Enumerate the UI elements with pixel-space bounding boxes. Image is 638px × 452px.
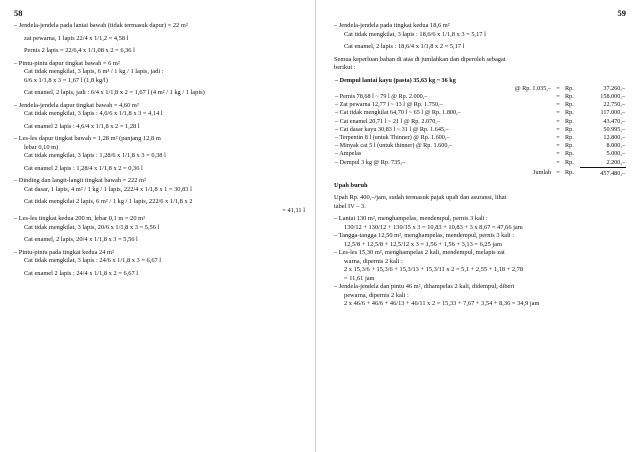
left-line: Cat enamel 2 lapis : 24/4 x 1/1,8 x 2 = 6,67 l [24,269,139,277]
right-intro-line: Semua keperluan bahan di atas di jumlahkan dan diperoleh sebagai [334,55,506,63]
cost-amount: 43.470,– [603,117,625,125]
total-rp: Rp. [565,169,574,177]
cost-eq: = [556,150,560,158]
cost-row [334,150,626,158]
left-line: 6/6 x 1/1,8 x 3 = 1,67 l (1,8 kg/l) [24,76,108,84]
cost-amount: 22.750,– [603,101,625,109]
upah-line: tabel IV – 3. [334,202,366,210]
cost-eq: = [556,142,560,150]
cost-eq: = [556,117,560,125]
cost-total-row [334,167,626,178]
cost-eq [552,77,564,85]
cost-row [334,126,626,134]
cost-amount: 37.260,– [603,84,625,92]
cost-item: – Pernis 78,68 l ~ 79 l @ Rp. 2.000,– [335,92,428,100]
cost-eq: = [556,133,560,141]
cost-rp: Rp. [565,150,574,158]
left-line: Cat enamel 2 lapis : 1,28/4 x 1/1,8 x 2 = 0,36 l [24,164,143,172]
left-line: = 41,11 l [282,206,305,214]
left-line: Cat tidak mengkilat, 3 lapis : 1,28/6 x 1/1,8 x 3 = 0,38 l [24,152,166,159]
left-line: Cat tidak mengkilat, 3 lapis : 4,6/6 x 1/1,8 x 3 = 4,14 l [24,110,163,117]
cost-eq: = [556,101,560,109]
left-line: – Les-les tingkat kedua 200 m, lebar 0,1 m = 20 m² [14,215,145,222]
cost-rp: Rp. [565,109,574,117]
cost-item: – Minyak cat 5 l (untuk thinner) @ Rp. 1.600,– [335,142,453,150]
left-line: Cat tidak mengkilat, 3 lapis, 20/6 x 1/1,8 x 3 = 5,56 l [24,223,160,231]
total-eq: = [556,169,560,177]
upah-line: 2 x 15,3/6 + 15,3/6 + 15,3/13 + 15,3/11 x 2 = 5,1 + 2,55 + 1,18 + 2,78 [344,266,524,274]
cost-item: – Dempul 3 kg @ Rp. 735,– [335,158,405,166]
total-label: Jumlah [533,169,551,177]
cost-item: – Cat tidak mengkilat 64,70 l ~ 65 l @ Rp. 1.800,– [335,109,461,117]
page-number-left: 58 [14,8,23,18]
upah-line: – Jendela-jendela dan pintu 46 m², dihampelas 2 kali, didempul, diberi [334,283,515,291]
cost-rp: Rp. [565,158,574,166]
cost-row [334,93,626,101]
upah-line: warna, dipernis 2 kali : [344,257,403,265]
cost-rp: Rp. [565,92,574,100]
left-line: – Jendela-jendela dapur tingkat bawah = 4,60 m² [14,101,139,109]
cost-amount: 12.800,– [603,133,625,141]
left-line: Cat tidak mengkilat, 3 lapis : 24/6 x 1/1,8 x 3 = 6,67 l [24,257,162,264]
cost-item: – Cat enamel 20,71 l ~ 21 l @ Rp. 2.070,– [335,117,440,125]
left-line: Pernis 2 lapis = 22/6,4 x 1/1,08 x 2 = 6,36 l [24,47,135,54]
cost-item: – Zat pewarna 12,77 l ~ 13 l @ Rp. 1.750,– [335,101,443,109]
cost-eq: = [556,109,560,117]
upah-line: – Les-les 15,30 m², menghampelas 2 kali, mendempul, melapis zat [334,249,505,257]
cost-amount: 2.200,– [580,159,626,168]
cost-rp: Rp. [565,117,574,125]
cost-item: @ Rp. 1.035,– [514,84,551,92]
cost-rp: Rp. [565,101,574,109]
cost-eq: = [556,158,560,166]
cost-rp: Rp. [565,84,574,92]
left-line: Cat enamel, 2 lapis, 20/4 x 1/1,8 x 3 = 5,56 l [24,236,138,243]
cost-row [334,118,626,126]
left-line: lebar 0,10 m) [24,143,59,151]
left-line: – Dinding dan langit-langit tingkat bawah = 222 m² [14,177,146,184]
cost-row [334,134,626,142]
cost-item: – Cat dasar kayu 30,83 l ~ 31 l @ Rp. 1.645,– [335,125,449,133]
cost-rp [564,77,580,85]
cost-eq: = [556,84,560,92]
cost-eq: = [556,125,560,133]
cost-amount: 158.000,– [600,92,625,100]
right-intro-line: Cat tidak mengkilat, 3 lapis : 18,6/6 x 1/1,8 x 3 = 5,17 l [344,30,486,38]
right-intro-line: – Jendela-jendela pada tingkat kedua 18,6 m² [334,22,450,29]
left-line: – Pintu-pintu pada tingkat kedua 24 m² [14,248,114,256]
upah-line: 12,5/8 + 12,5/8 + 12,5/12 x 3 = 1,56 + 1,56 + 3,13 = 6,25 jam [344,240,502,248]
left-line: Cat tidak mengkilat 2 lapis, 6 m² / 1 kg / 1 lapis, 222/6 x 1/1,8 x 2 [24,198,193,205]
right-intro-line: Cat enamel, 2 lapis : 18,6/4 x 1/1,8 x 2 = 5,17 l [344,43,465,50]
cost-amount: 117.000,– [600,109,625,117]
cost-row [334,109,626,117]
left-page [0,0,316,452]
left-line: – Les-les dapur tingkat bawah = 1,28 m² (panjang 12,8 m [14,135,161,142]
upah-line: – Lantai 130 m², menghampelas, mendempul, pernis 3 kali : [334,215,488,223]
page-number-right: 59 [617,8,626,18]
cost-amount: 50.995,– [603,125,625,133]
left-line: Cat enamel, 2 lapis, jadi : 6/4 x 1/1,8 x 2 = 1,67 l (4 m² / 1 kg / 1 lapis) [24,89,205,96]
upah-line: = 11,61 jam [344,274,375,282]
cost-eq: = [556,92,560,100]
cost-rp: Rp. [565,142,574,150]
total-amount: 457.480,– [600,169,625,177]
left-line: Cat tidak mengkilat, 3 lapis, 6 m² / 1 kg / 1 lapis, jadi : [24,68,164,75]
cost-item: – Terpentin 8 l (untuk Thinner) @ Rp. 1.600,– [335,133,450,141]
left-line: Cat enamel 2 lapis : 4,6/4 x 1/1,8 x 2 = 1,28 l [24,122,140,130]
section-title-upah: Upah buruh [334,181,368,189]
cost-rp: Rp. [565,133,574,141]
upah-line: – Tangga-tangga 12,50 m², menghampelas, mendempul, pernis 3 kali : [334,232,515,240]
left-line: – Jendela-jendela pada lantai bawah (tidak termasuk dapur) = 22 m² [14,22,188,29]
right-page [322,0,638,452]
cost-item: – Dempul lantai kayu (pasta) 35,63 kg ~ 36 kg [335,76,456,84]
upah-line: 2 x 46/6 + 46/6 + 46/13 + 46/11 x 2 = 15,33 + 7,67 + 3,54 + 8,36 = 34,9 jam [344,300,540,308]
left-line: zat pewarna, 1 lapis 22/4 x 1/1,2 = 4,58 l [24,34,129,42]
cost-row [334,159,626,168]
cost-row [334,77,626,85]
upah-line: Upah Rp. 400,–/jam, sudah termasuk pajak upah dan asuransi, lihat [334,194,507,202]
cost-row [334,85,626,93]
cost-amount: 8.000,– [606,142,625,150]
left-line: Cat dasar, 1 lapis, 4 m² / 1 kg / 1 lapis, 222/4 x 1/1,8 x 1 = 30,83 l [24,185,192,193]
cost-row [334,101,626,109]
cost-amount: 5.000,– [606,150,625,158]
material-cost-table [334,77,626,178]
cost-item: – Ampelas [335,150,362,158]
cost-amount [580,77,626,85]
right-intro-line: berikut : [334,64,356,71]
upah-line: pewarna, dipernis 2 kali : [344,291,409,299]
left-line: – Pintu-pintu dapur tingkat bawah = 6 m² [14,59,120,67]
upah-line: 130/12 + 130/12 + 130/15 x 3 = 10,83 + 10,83 + 3 x 8,67 = 47,66 jam [344,223,523,231]
cost-rp: Rp. [565,125,574,133]
cost-row [334,142,626,150]
